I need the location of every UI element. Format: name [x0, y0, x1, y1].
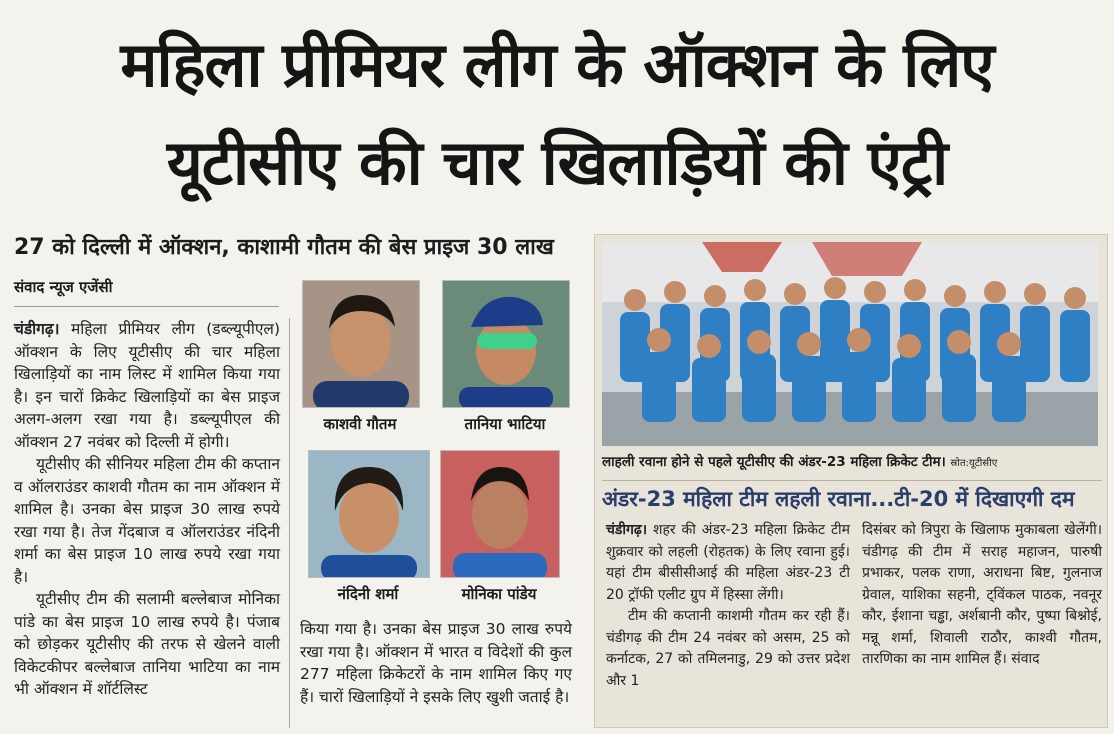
article-paragraph-1: महिला प्रीमियर लीग (डब्ल्यूपीएल) ऑक्शन के लिए यूटीसीए की चार महिला खिलाड़ियों का नाम लिस्ट में शामिल किया गया है। इन चारों क्रिकेट खिलाड़ियों का बेस प्राइज अलग-अलग रखा गया है। डब्ल्यूपीएल की ऑक्शन 27 नवंबर को दिल्ली में होगी। [14, 320, 280, 451]
player-name-4: मोनिका पांडेय [461, 585, 537, 603]
byline: संवाद न्यूज एजेंसी [14, 276, 279, 307]
sidebar-column-2 [862, 520, 1102, 671]
player-photo-nandini [308, 450, 430, 578]
sidebar-dateline: चंडीगढ़। [606, 522, 648, 538]
subheadline: 27 को दिल्ली में ऑक्शन, काशामी गौतम की बेस प्राइज 30 लाख [14, 235, 554, 260]
column-divider [289, 318, 290, 728]
sidebar-signoff: संवाद [1011, 651, 1040, 667]
player-name-1: काशवी गौतम [323, 415, 397, 433]
team-photo-caption [602, 452, 1098, 470]
article-paragraph-2: यूटीसीए की सीनियर महिला टीम की कप्तान व ऑलराउंडर काशवी गौतम का नाम ऑक्शन में शामिल है। उनका बेस प्राइज 30 लाख रुपये रखा गया है। तेज गेंदबाज व ऑलराउंडर नंदिनी शर्मा का बेस प्राइज 10 लाख रुपये रखा गया है। [14, 455, 280, 586]
player-photo-kashvi [302, 280, 420, 408]
player-photo-monika [440, 450, 560, 578]
sidebar-text-2: टीम की कप्तानी काशमी गौतम कर रही हैं। चंडीगढ़ की टीम 24 नवंबर को असम, 25 को कर्नाटक, 27 को तमिलनाडु, 29 को उत्तर प्रदेश और 1 [606, 608, 850, 689]
sidebar-text-1: शहर की अंडर-23 महिला क्रिकेट टीम शुक्रवार को लहली (रोहतक) के लिए रवाना हुई। यहां टीम बीसीसीआई की महिला अंडर-23 टी 20 ट्रॉफी एलीट ग्रुप में हिस्सा लेंगी। [606, 522, 850, 603]
sidebar-text-3: दिसंबर को त्रिपुरा के खिलाफ मुकाबला खेलेंगी। चंडीगढ़ की टीम में सराह महाजन, पारुषी प्रभाकर, पलक राणा, अराधना बिष्ट, गुलनाज ग्रेवाल, याशिका सहनी, ट्विंकल पाठक, नवनूर कौर, ईशाना चड्ढा, अर्शबानी कौर, पुष्पा बिश्नोई, मन्नू शर्मा, शिवाली राठौर, काश्वी गौतम, तारणिका का नाम शामिल हैं। [862, 522, 1102, 667]
article-paragraph-3: यूटीसीए टीम की सलामी बल्लेबाज मोनिका पांडे का बेस प्राइज 10 लाख रुपये है। पंजाब को छोड़कर यूटीसीए की तरफ से खेलने वाली विकेटकीपर बल्लेबाज तानिया भाटिया का नाम भी ऑक्शन में शॉर्टलिस्ट [14, 590, 280, 698]
sidebar-headline: अंडर-23 महिला टीम लहली रवाना...टी-20 में दिखाएगी दम [602, 480, 1102, 513]
team-photo-credit: स्रोत:यूटीसीए [950, 458, 998, 469]
article-dateline: चंडीगढ़। [14, 320, 60, 338]
player-photo-taniya [442, 280, 570, 408]
headline-line-2: यूटीसीए की चार खिलाड़ियों की एंट्री [166, 126, 948, 199]
sidebar-column-1 [606, 520, 850, 692]
team-photo [602, 242, 1098, 446]
player-name-2: तानिया भाटिया [464, 415, 546, 433]
article-column-2 [300, 618, 572, 708]
player-name-3: नंदिनी शर्मा [337, 585, 399, 603]
headline-line-1: महिला प्रीमियर लीग के ऑक्शन के लिए [120, 28, 994, 101]
article-paragraph-4: किया गया है। उनका बेस प्राइज 30 लाख रुपये रखा गया है। ऑक्शन में भारत व विदेशों की कुल 277 महिला क्रिकेटरों के नाम शामिल किए गए हैं। चारों खिलाड़ियों ने इसके लिए खुशी जताई है। [300, 620, 572, 706]
article-column-1 [14, 318, 280, 701]
team-photo-caption-text: लाहली रवाना होने से पहले यूटीसीए की अंडर-23 महिला क्रिकेट टीम। [602, 454, 946, 470]
